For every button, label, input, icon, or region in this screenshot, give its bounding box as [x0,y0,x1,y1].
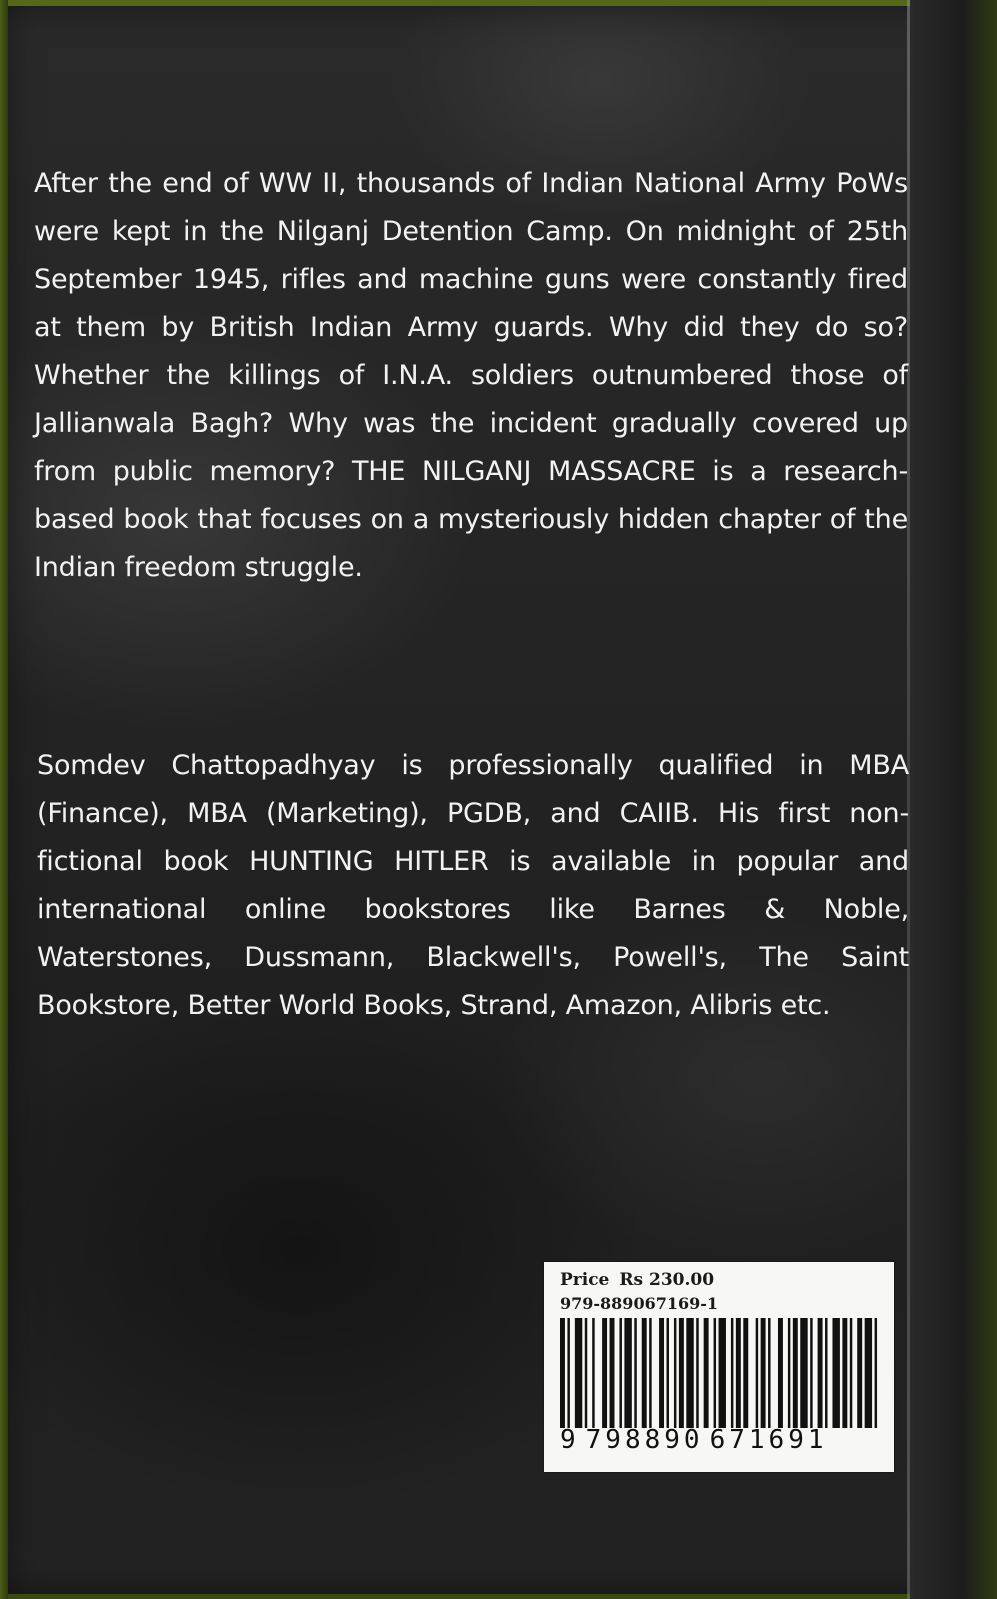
barcode-bar [842,1318,847,1428]
price-label: Price [560,1270,610,1290]
book-blurb: After the end of WW II, thousands of Indian National Army PoWs were kept in the Nilganj Detention Camp. On midnight of 25th September 1945, rifles and machine guns were constantly fired at them by British Indian Army guards. Why did they do so? Whether the killings of I.N.A. soldiers outnumbered those of Jallianwala Bagh? Why was the incident gradually covered up from public memory? THE NILGANJ MASSACRE is a research-based book that focuses on a mysteriously hidden chapter of the Indian freedom struggle. [34,168,908,583]
barcode-bar [674,1318,676,1428]
barcode-bar [865,1318,872,1428]
barcode-bar [825,1318,827,1428]
book-spine-edge [910,0,997,1599]
barcode-bar [793,1318,798,1428]
price-line [560,1270,724,1290]
author-bio: Somdev Chattopadhyay is professionally qualified in MBA (Finance), MBA (Marketing), PGDB, and CAIIB. His first non-fictional book HUNTING HITLER is available in popular and international online bookstores like Barnes & Noble, Waterstones, Dussmann, Blackwell's, Powell's, The Saint Bookstore, Better World Books, Strand, Amazon, Alibris etc. [37,750,909,1021]
barcode-digit-lead: 9 [560,1425,580,1455]
barcode-bar [719,1318,726,1428]
barcode-bar [714,1318,716,1428]
barcode-bar [731,1318,733,1428]
barcode-bar [602,1318,607,1428]
barcode-bar [634,1318,636,1428]
barcode-bar [575,1318,582,1428]
barcode-bar [610,1318,615,1428]
barcode-bar [667,1318,669,1428]
barcode-bar [659,1318,664,1428]
barcode-bar [560,1318,565,1428]
isbn-number: 979-889067169-1 [560,1294,719,1313]
barcode-bar [761,1318,766,1428]
barcode-bar [743,1318,748,1428]
barcode-bar [679,1318,684,1428]
barcode-bar [800,1318,807,1428]
barcode-bar [649,1318,651,1428]
barcode-bar [756,1318,758,1428]
barcode-bar [696,1318,698,1428]
barcode-bar [686,1318,693,1428]
barcode-bar [768,1318,770,1428]
barcode-bar [736,1318,741,1428]
barcode-bar [875,1318,877,1428]
cover-top-edge [0,0,997,6]
barcode-bar [624,1318,631,1428]
price-value: Rs 230.00 [619,1270,715,1290]
barcode-bar [850,1318,852,1428]
barcode-bar [788,1318,790,1428]
barcode-bar [585,1318,587,1428]
barcode-bar [818,1318,823,1428]
barcode-bar [704,1318,709,1428]
barcode-bar [642,1318,647,1428]
barcode-digits [560,1422,882,1458]
barcode-bar [619,1318,621,1428]
barcode-digit-group-2: 671691 [709,1425,828,1455]
barcode-bar [810,1318,812,1428]
barcode-label [544,1262,894,1472]
barcode-bar [778,1318,783,1428]
barcode-bars [560,1318,882,1428]
barcode-bar [832,1318,839,1428]
barcode-bar [592,1318,594,1428]
cover-left-edge [0,0,8,1599]
barcode-bar [567,1318,569,1428]
barcode-digit-group-1: 798890 [585,1425,704,1455]
barcode-bar [857,1318,862,1428]
